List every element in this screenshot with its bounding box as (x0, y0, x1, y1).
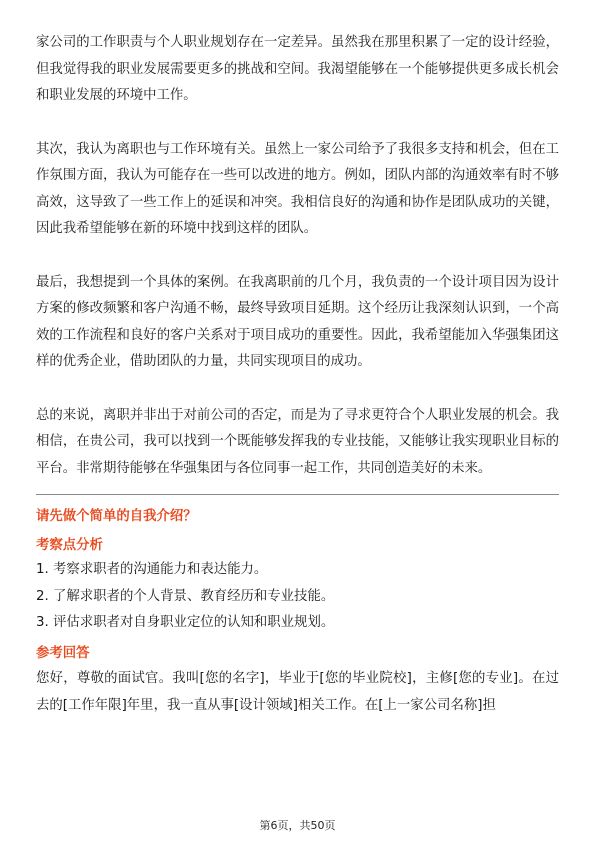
list-item: 3. 评估求职者对自身职业定位的认知和职业规划。 (36, 615, 335, 630)
body-paragraph: 总的来说，离职并非出于对前公司的否定，而是为了寻求更符合个人职业发展的机会。我相信，在贵公司，我可以找到一个既能够发挥我的专业技能，又能够让我实现职业目标的平台。非常期待能够在华强集团与各位同事一起工作，共同创造美好的未来。 (36, 407, 559, 476)
analysis-list (36, 557, 559, 637)
reference-answer: 您好，尊敬的面试官。我叫[您的名字]，毕业于[您的毕业院校]，主修[您的专业]。在过去的[工作年限]年里，我一直从事[设计领域]相关工作。在[上一家公司名称]担 (36, 670, 559, 713)
list-item: 2. 了解求职者的个人背景、教育经历和专业技能。 (36, 588, 335, 604)
document-page (36, 30, 559, 719)
page-number: 第6页，共50页 (259, 819, 336, 832)
analysis-heading: 考察点分析 (36, 538, 103, 553)
list-item: 1. 考察求职者的沟通能力和表达能力。 (36, 562, 268, 577)
body-paragraph: 最后，我想提到一个具体的案例。在我离职前的几个月，我负责的一个设计项目因为设计方案的修改频繁和客户沟通不畅，最终导致项目延期。这个经历让我深刻认识到，一个高效的工作流程和良好的客户关系对于项目成功的重要性。因此，我希望能加入华强集团这样的优秀企业，借助团队的力量，共同实现项目的成功。 (36, 274, 559, 369)
reference-heading: 参考回答 (36, 645, 90, 661)
interview-question: 请先做个简单的自我介绍？ (36, 509, 197, 524)
section-divider (36, 494, 559, 495)
body-paragraph: 其次，我认为离职也与工作环境有关。虽然上一家公司给予了我很多支持和机会，但在工作氛围方面，我认为可能存在一些可以改进的地方。例如，团队内部的沟通效率有时不够高效，这导致了一些工作上的延误和冲突。我相信良好的沟通和协作是团队成功的关键，因此我希望能够在新的环境中找到这样的团队。 (36, 141, 559, 236)
body-paragraph: 家公司的工作职责与个人职业规划存在一定差异。虽然我在那里积累了一定的设计经验，但我觉得我的职业发展需要更多的挑战和空间。我渴望能够在一个能够提供更多成长机会和职业发展的环境中工作。 (36, 35, 559, 103)
